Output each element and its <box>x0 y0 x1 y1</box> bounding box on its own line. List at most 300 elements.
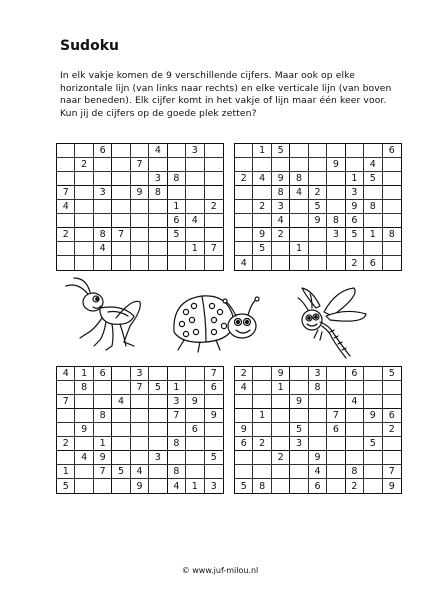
sudoku-cell <box>272 465 290 479</box>
sudoku-cell <box>57 144 75 158</box>
sudoku-cell: 3 <box>327 228 345 242</box>
sudoku-cell <box>309 228 327 242</box>
sudoku-cell: 6 <box>346 214 364 228</box>
sudoku-cell: 8 <box>168 172 186 186</box>
sudoku-cell <box>235 242 253 256</box>
sudoku-cell <box>168 367 186 381</box>
sudoku-cell <box>272 158 290 172</box>
sudoku-cell <box>57 214 75 228</box>
sudoku-cell: 7 <box>205 367 223 381</box>
sudoku-cell <box>327 451 345 465</box>
sudoku-cell <box>383 395 401 409</box>
sudoku-cell <box>383 186 401 200</box>
sudoku-cell <box>149 228 167 242</box>
sudoku-cell: 4 <box>57 367 75 381</box>
sudoku-cell: 4 <box>168 479 186 493</box>
sudoku-cell <box>131 200 149 214</box>
sudoku-cell: 6 <box>94 144 112 158</box>
sudoku-cell: 9 <box>253 228 271 242</box>
sudoku-cell: 7 <box>57 186 75 200</box>
sudoku-cell <box>131 256 149 270</box>
sudoku-puzzle-1 <box>56 143 224 271</box>
sudoku-cell <box>186 200 204 214</box>
sudoku-cell <box>112 186 130 200</box>
sudoku-cell: 6 <box>186 423 204 437</box>
sudoku-cell <box>253 214 271 228</box>
sudoku-cell <box>327 172 345 186</box>
sudoku-cell <box>94 256 112 270</box>
sudoku-cell <box>112 437 130 451</box>
sudoku-cell <box>364 144 382 158</box>
sudoku-cell <box>272 242 290 256</box>
sudoku-cell: 2 <box>253 437 271 451</box>
sudoku-cell <box>94 214 112 228</box>
sudoku-cell: 1 <box>57 465 75 479</box>
sudoku-cell <box>309 158 327 172</box>
sudoku-cell: 5 <box>346 228 364 242</box>
sudoku-cell <box>364 479 382 493</box>
sudoku-cell: 5 <box>290 423 308 437</box>
sudoku-cell <box>346 158 364 172</box>
sudoku-cell <box>383 242 401 256</box>
sudoku-cell <box>253 395 271 409</box>
sudoku-cell: 9 <box>186 395 204 409</box>
sudoku-cell <box>253 367 271 381</box>
sudoku-cell <box>131 409 149 423</box>
sudoku-cell <box>235 465 253 479</box>
sudoku-cell <box>364 451 382 465</box>
sudoku-cell: 9 <box>309 451 327 465</box>
sudoku-cell: 9 <box>272 172 290 186</box>
sudoku-cell: 4 <box>290 186 308 200</box>
sudoku-cell: 1 <box>346 172 364 186</box>
sudoku-cell <box>205 172 223 186</box>
sudoku-cell <box>327 144 345 158</box>
sudoku-cell <box>168 144 186 158</box>
sudoku-cell <box>168 256 186 270</box>
sudoku-cell <box>205 228 223 242</box>
sudoku-cell <box>149 409 167 423</box>
sudoku-cell: 2 <box>75 158 93 172</box>
sudoku-cell: 7 <box>327 409 345 423</box>
sudoku-cell <box>57 409 75 423</box>
sudoku-cell: 2 <box>346 256 364 270</box>
sudoku-cell: 9 <box>131 479 149 493</box>
sudoku-cell <box>149 256 167 270</box>
sudoku-cell: 4 <box>364 158 382 172</box>
sudoku-cell <box>272 479 290 493</box>
sudoku-cell <box>272 395 290 409</box>
sudoku-cell: 5 <box>205 451 223 465</box>
sudoku-cell <box>327 186 345 200</box>
sudoku-cell <box>112 367 130 381</box>
grasshopper-illustration <box>60 276 148 356</box>
sudoku-cell: 2 <box>235 367 253 381</box>
sudoku-cell <box>112 479 130 493</box>
sudoku-cell: 8 <box>168 437 186 451</box>
sudoku-cell: 8 <box>94 409 112 423</box>
sudoku-cell: 5 <box>364 437 382 451</box>
sudoku-cell: 6 <box>327 423 345 437</box>
sudoku-cell: 3 <box>290 437 308 451</box>
sudoku-cell <box>327 256 345 270</box>
sudoku-cell <box>383 451 401 465</box>
sudoku-cell: 9 <box>309 214 327 228</box>
sudoku-cell <box>327 242 345 256</box>
sudoku-cell: 2 <box>57 228 75 242</box>
sudoku-cell <box>112 200 130 214</box>
sudoku-cell <box>235 200 253 214</box>
sudoku-cell: 9 <box>346 200 364 214</box>
sudoku-cell: 3 <box>309 367 327 381</box>
sudoku-cell <box>364 367 382 381</box>
sudoku-cell <box>94 200 112 214</box>
sudoku-cell: 7 <box>112 228 130 242</box>
sudoku-cell <box>149 437 167 451</box>
instructions-text: In elk vakje komen de 9 verschillende cijfers. Maar ook op elke horizontale lijn (van links naar rechts) en elke verticale lijn (van boven naar beneden). Elk cijfer komt in het vakje of lijn maar één keer voor. Kun jij de cijfers op de goede plek zetten? <box>60 70 392 119</box>
sudoku-cell <box>364 395 382 409</box>
sudoku-cell: 9 <box>131 186 149 200</box>
sudoku-cell: 2 <box>253 200 271 214</box>
sudoku-cell: 6 <box>383 144 401 158</box>
sudoku-cell: 1 <box>168 200 186 214</box>
sudoku-cell <box>131 228 149 242</box>
sudoku-cell <box>383 214 401 228</box>
sudoku-cell: 7 <box>94 465 112 479</box>
sudoku-cell <box>272 423 290 437</box>
sudoku-cell <box>205 158 223 172</box>
sudoku-cell <box>327 479 345 493</box>
sudoku-cell <box>75 409 93 423</box>
sudoku-cell: 7 <box>205 242 223 256</box>
sudoku-cell <box>149 479 167 493</box>
sudoku-cell <box>290 144 308 158</box>
sudoku-cell <box>290 451 308 465</box>
sudoku-cell: 6 <box>309 479 327 493</box>
sudoku-cell <box>272 409 290 423</box>
sudoku-cell <box>94 395 112 409</box>
sudoku-cell <box>75 242 93 256</box>
sudoku-cell <box>309 172 327 186</box>
sudoku-cell: 4 <box>186 214 204 228</box>
sudoku-cell <box>75 214 93 228</box>
sudoku-cell: 1 <box>75 367 93 381</box>
sudoku-cell <box>290 200 308 214</box>
sudoku-cell <box>327 367 345 381</box>
sudoku-puzzle-4 <box>234 366 402 494</box>
sudoku-cell <box>253 381 271 395</box>
sudoku-cell <box>346 144 364 158</box>
sudoku-cell <box>75 228 93 242</box>
sudoku-cell <box>290 409 308 423</box>
sudoku-cell <box>235 395 253 409</box>
sudoku-puzzle-3 <box>56 366 224 494</box>
sudoku-cell: 9 <box>272 367 290 381</box>
sudoku-cell <box>205 465 223 479</box>
sudoku-cell <box>186 381 204 395</box>
sudoku-cell <box>186 409 204 423</box>
sudoku-cell <box>168 423 186 437</box>
sudoku-cell: 2 <box>309 186 327 200</box>
sudoku-cell <box>364 381 382 395</box>
sudoku-cell <box>112 451 130 465</box>
sudoku-cell: 8 <box>383 228 401 242</box>
sudoku-cell <box>235 144 253 158</box>
sudoku-cell <box>112 242 130 256</box>
sudoku-cell: 5 <box>235 479 253 493</box>
sudoku-cell <box>383 381 401 395</box>
sudoku-cell <box>94 479 112 493</box>
sudoku-cell: 8 <box>327 214 345 228</box>
sudoku-cell <box>346 451 364 465</box>
sudoku-cell <box>75 395 93 409</box>
sudoku-cell <box>309 423 327 437</box>
sudoku-cell <box>75 256 93 270</box>
sudoku-cell <box>253 465 271 479</box>
sudoku-cell: 1 <box>290 242 308 256</box>
sudoku-cell <box>290 214 308 228</box>
sudoku-cell: 8 <box>94 228 112 242</box>
sudoku-cell: 1 <box>186 242 204 256</box>
sudoku-cell: 6 <box>205 381 223 395</box>
sudoku-cell <box>112 423 130 437</box>
sudoku-cell <box>186 186 204 200</box>
sudoku-cell <box>309 256 327 270</box>
sudoku-puzzle-2 <box>234 143 402 271</box>
sudoku-cell: 3 <box>149 451 167 465</box>
sudoku-cell <box>364 423 382 437</box>
sudoku-cell <box>235 228 253 242</box>
sudoku-cell <box>57 158 75 172</box>
sudoku-cell: 3 <box>346 186 364 200</box>
sudoku-cell: 8 <box>346 465 364 479</box>
sudoku-cell: 5 <box>309 200 327 214</box>
sudoku-cell <box>383 158 401 172</box>
sudoku-cell: 3 <box>94 186 112 200</box>
dragonfly-illustration <box>290 286 374 360</box>
sudoku-cell <box>112 144 130 158</box>
sudoku-cell <box>186 465 204 479</box>
sudoku-cell <box>131 144 149 158</box>
sudoku-cell: 7 <box>131 158 149 172</box>
sudoku-cell <box>168 158 186 172</box>
sudoku-cell: 9 <box>327 158 345 172</box>
sudoku-cell <box>131 214 149 228</box>
sudoku-cell <box>112 158 130 172</box>
sudoku-cell <box>290 256 308 270</box>
sudoku-cell <box>290 367 308 381</box>
sudoku-cell <box>253 423 271 437</box>
sudoku-cell: 9 <box>388 480 395 492</box>
sudoku-cell <box>364 465 382 479</box>
sudoku-cell: 8 <box>290 172 308 186</box>
sudoku-cell <box>75 186 93 200</box>
sudoku-cell <box>168 242 186 256</box>
sudoku-cell <box>149 214 167 228</box>
sudoku-cell <box>253 186 271 200</box>
sudoku-cell <box>112 381 130 395</box>
sudoku-cell: 1 <box>253 409 271 423</box>
sudoku-cell <box>57 256 75 270</box>
sudoku-cell <box>75 144 93 158</box>
sudoku-cell <box>290 228 308 242</box>
sudoku-cell: 8 <box>253 479 271 493</box>
sudoku-cell <box>131 242 149 256</box>
sudoku-cell <box>235 186 253 200</box>
sudoku-cell: 8 <box>149 186 167 200</box>
sudoku-cell <box>290 465 308 479</box>
sudoku-cell: 5 <box>272 144 290 158</box>
sudoku-cell <box>131 172 149 186</box>
sudoku-cell: 2 <box>346 479 364 493</box>
sudoku-cell <box>309 395 327 409</box>
sudoku-cell <box>131 437 149 451</box>
sudoku-cell: 3 <box>210 480 217 492</box>
sudoku-cell: 3 <box>131 367 149 381</box>
sudoku-cell <box>235 451 253 465</box>
sudoku-cell <box>168 451 186 465</box>
sudoku-cell <box>57 242 75 256</box>
sudoku-cell <box>205 395 223 409</box>
sudoku-cell: 3 <box>186 144 204 158</box>
sudoku-cell: 7 <box>131 381 149 395</box>
sudoku-cell: 6 <box>364 256 382 270</box>
sudoku-cell: 1 <box>168 381 186 395</box>
sudoku-cell <box>205 186 223 200</box>
sudoku-cell <box>327 200 345 214</box>
sudoku-cell: 4 <box>309 465 327 479</box>
sudoku-cell: 4 <box>346 395 364 409</box>
sudoku-cell <box>364 214 382 228</box>
sudoku-cell <box>327 437 345 451</box>
sudoku-cell <box>57 381 75 395</box>
sudoku-cell <box>272 256 290 270</box>
sudoku-cell: 5 <box>168 228 186 242</box>
sudoku-cell <box>205 144 223 158</box>
sudoku-cell <box>94 423 112 437</box>
sudoku-cell: 9 <box>235 423 253 437</box>
ladybug-illustration <box>166 288 262 356</box>
sudoku-cell <box>149 200 167 214</box>
sudoku-cell: 6 <box>235 437 253 451</box>
sudoku-cell: 4 <box>94 242 112 256</box>
sudoku-cell <box>186 437 204 451</box>
sudoku-cell <box>186 367 204 381</box>
sudoku-cell: 8 <box>75 381 93 395</box>
sudoku-cell: 8 <box>272 186 290 200</box>
sudoku-cell: 8 <box>364 200 382 214</box>
sudoku-cell <box>112 172 130 186</box>
sudoku-cell <box>149 242 167 256</box>
sudoku-cell <box>94 158 112 172</box>
sudoku-cell <box>346 437 364 451</box>
sudoku-cell <box>327 395 345 409</box>
sudoku-cell: 8 <box>168 465 186 479</box>
sudoku-cell <box>75 479 93 493</box>
sudoku-cell: 8 <box>309 381 327 395</box>
sudoku-cell: 5 <box>383 367 401 381</box>
sudoku-cell <box>149 158 167 172</box>
sudoku-cell <box>290 381 308 395</box>
sudoku-cell <box>186 256 204 270</box>
sudoku-cell: 1 <box>253 144 271 158</box>
sudoku-cell <box>149 465 167 479</box>
sudoku-cell: 9 <box>205 409 223 423</box>
sudoku-cell: 2 <box>383 423 401 437</box>
sudoku-cell <box>205 256 223 270</box>
sudoku-cell <box>205 423 223 437</box>
sudoku-cell: 3 <box>149 172 167 186</box>
sudoku-cell <box>186 172 204 186</box>
sudoku-cell <box>149 423 167 437</box>
sudoku-cell: 5 <box>253 242 271 256</box>
sudoku-cell <box>75 437 93 451</box>
sudoku-cell <box>205 214 223 228</box>
sudoku-cell <box>364 186 382 200</box>
sudoku-cell <box>57 423 75 437</box>
sudoku-cell <box>112 409 130 423</box>
sudoku-cell <box>253 256 271 270</box>
page-title: Sudoku <box>60 38 119 54</box>
sudoku-cell <box>253 451 271 465</box>
sudoku-cell: 3 <box>272 200 290 214</box>
sudoku-cell <box>75 200 93 214</box>
sudoku-cell: 7 <box>168 409 186 423</box>
sudoku-cell: 1 <box>94 437 112 451</box>
sudoku-cell: 9 <box>94 451 112 465</box>
sudoku-cell: 2 <box>235 172 253 186</box>
sudoku-cell <box>205 437 223 451</box>
sudoku-cell <box>112 256 130 270</box>
sudoku-cell: 5 <box>57 479 75 493</box>
sudoku-cell: 5 <box>364 172 382 186</box>
sudoku-cell: 3 <box>168 395 186 409</box>
sudoku-cell <box>131 423 149 437</box>
sudoku-cell <box>383 200 401 214</box>
sudoku-cell <box>383 172 401 186</box>
sudoku-cell <box>131 451 149 465</box>
sudoku-cell <box>346 381 364 395</box>
sudoku-cell <box>112 214 130 228</box>
footer-copyright: © www.juf-milou.nl <box>181 566 259 575</box>
sudoku-cell: 2 <box>272 228 290 242</box>
sudoku-cell <box>235 214 253 228</box>
sudoku-cell <box>149 395 167 409</box>
sudoku-cell <box>327 381 345 395</box>
sudoku-cell <box>290 479 308 493</box>
sudoku-cell <box>309 144 327 158</box>
sudoku-cell: 7 <box>57 395 75 409</box>
sudoku-cell <box>235 409 253 423</box>
sudoku-cell: 1 <box>364 228 382 242</box>
sudoku-cell: 6 <box>346 367 364 381</box>
sudoku-cell: 6 <box>168 214 186 228</box>
sudoku-cell: 6 <box>383 409 401 423</box>
sudoku-cell <box>290 158 308 172</box>
sudoku-cell <box>346 242 364 256</box>
sudoku-cell <box>186 158 204 172</box>
sudoku-cell <box>364 242 382 256</box>
sudoku-cell <box>57 451 75 465</box>
sudoku-cell <box>383 437 401 451</box>
sudoku-cell <box>131 395 149 409</box>
sudoku-cell <box>235 158 253 172</box>
sudoku-cell <box>149 367 167 381</box>
sudoku-cell: 1 <box>272 381 290 395</box>
sudoku-cell: 2 <box>272 451 290 465</box>
sudoku-cell: 4 <box>75 451 93 465</box>
sudoku-cell: 2 <box>57 437 75 451</box>
